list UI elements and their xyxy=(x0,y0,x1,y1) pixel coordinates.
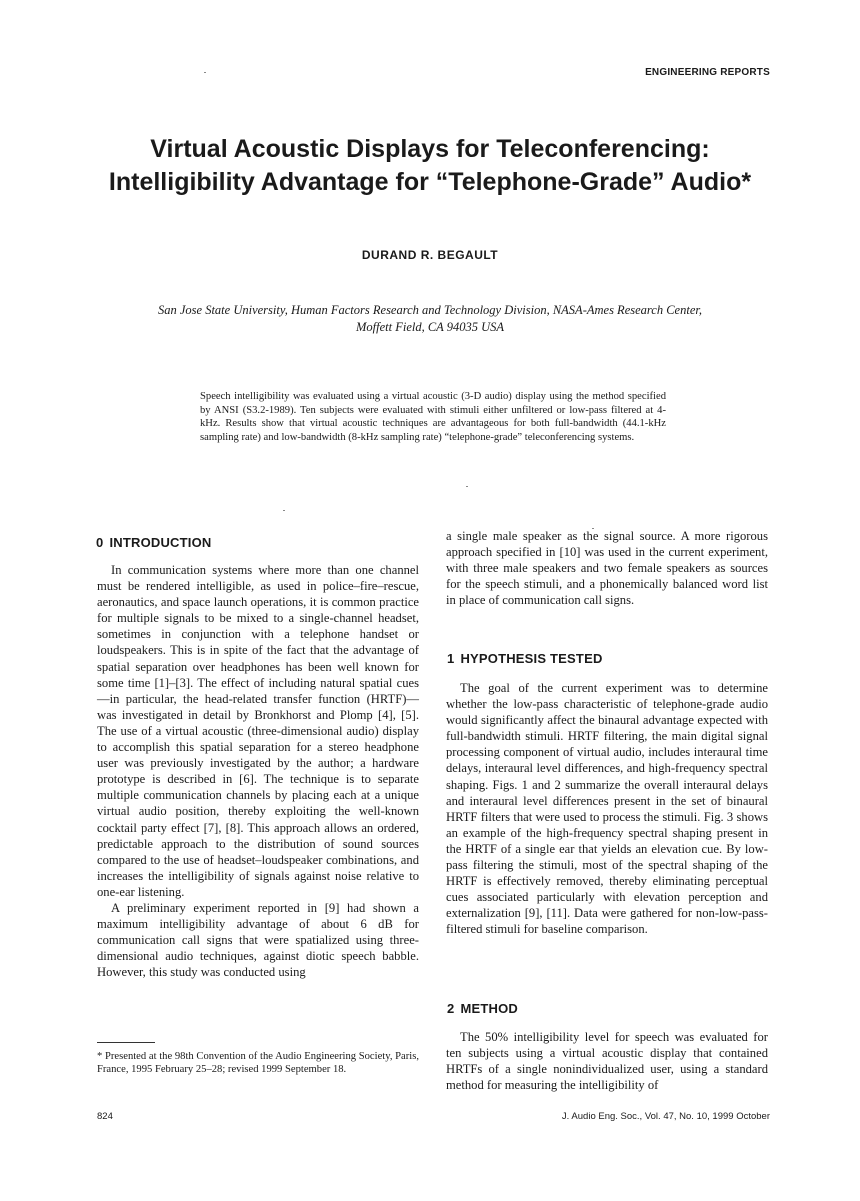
paragraph: The goal of the current experiment was to determine whether the low-pass characteristic of telephone-grade audio would significantly affect the binaural advantage expected with full-bandwidth stimuli. HRTF filtering, the main digital signal processing component of virtual audio, includes interaural time delays, interaural level differences, and high-frequency spectral shaping. Figs. 1 and 2 summarize the overall interaural delays and interaural level differences present in the set of binaural HRTF filters that were used to process the stimuli. Fig. 3 shows an example of the high-frequency spectral shaping present in the HRTF of a single ear that yields an elevation cue. By low-pass filtering the stimuli, most of the spectral shaping of the HRTF is effectively removed, thereby eliminating perceptual cues associated particularly with elevation perception and externalization [9], [11]. Data were gathered for non-low-pass-filtered stimuli for baseline comparison. xyxy=(446,681,768,937)
section-heading-introduction xyxy=(96,535,212,550)
title-line-2: Intelligibility Advantage for “Telephone-Grade” Audio* xyxy=(108,168,752,196)
paragraph: The 50% intelligibility level for speech was evaluated for ten subjects using a virtual acoustic display that contained HRTFs of a single nonindividualized user, using a standard method for measuring the intelligibility of xyxy=(446,1030,768,1093)
affiliation-line-1: San Jose State University, Human Factors Research and Technology Division, NASA-Ames Research Center, xyxy=(157,303,702,317)
running-head: ENGINEERING REPORTS xyxy=(645,67,770,78)
hypothesis-body xyxy=(446,680,768,938)
journal-reference: J. Audio Eng. Soc., Vol. 47, No. 10, 1999 October xyxy=(561,1111,770,1122)
section-title: HYPOTHESIS TESTED xyxy=(460,651,603,666)
section-title: INTRODUCTION xyxy=(109,535,212,550)
paragraph: In communication systems where more than one channel must be rendered intelligible, as used in police–fire–rescue, aeronautics, and space launch operations, it is common practice for multiple signals to be mixed to a single-channel headset, sometimes in conjunction with a telephone handset or loudspeakers. This is in spite of the fact that the advantage of spatial separation over headphones has been well known for some time [1]–[3]. The effect of including natural spatial cues—in particular, the head-related transfer function (HRTF)—was investigated in detail by Bronkhorst and Plomp [4], [5]. The use of a virtual acoustic (three-dimensional audio) display to accomplish this spatial separation for a stereo headphone user was previously investigated by the author; a hardware prototype is described in [6]. The technique is to separate multiple communication channels by placing each at a unique virtual audio position, thereby exploiting the well-known cocktail party effect [7], [8]. This approach allows an ordered, predictable approach to the distribution of sound sources compared to the use of headset–loudspeaker combinations, and increases the intelligibility of signals against noise relative to one-ear listening. xyxy=(97,563,419,899)
title-line-1: Virtual Acoustic Displays for Teleconferencing: xyxy=(150,135,710,163)
left-column-body xyxy=(97,562,419,980)
right-column-continuation xyxy=(446,528,768,608)
footnote: * Presented at the 98th Convention of the Audio Engineering Society, Paris, France, 1995 February 25–28; revised 1999 September 18. xyxy=(97,1051,419,1075)
paper-title xyxy=(60,133,800,199)
section-title: METHOD xyxy=(460,1001,518,1016)
method-body xyxy=(446,1029,768,1093)
section-heading-method xyxy=(447,1001,518,1016)
scan-speck xyxy=(204,72,206,73)
paragraph: a single male speaker as the signal source. A more rigorous approach specified in [10] was used in the current experiment, with three male speakers and two female speakers as sources for the speech stimuli, and a phonemically balanced word list in place of communication call signs. xyxy=(446,529,768,608)
author-name: DURAND R. BEGAULT xyxy=(361,248,499,262)
footnote-divider xyxy=(97,1042,155,1043)
scan-speck xyxy=(592,528,594,529)
section-number: 0 xyxy=(96,535,104,550)
page-number: 824 xyxy=(97,1111,113,1122)
scan-speck xyxy=(283,510,285,511)
paragraph: A preliminary experiment reported in [9] had shown a maximum intelligibility advantage of about 6 dB for communication call signs that were spatialized using three-dimensional audio techniques, against diotic speech babble. However, this study was conducted using xyxy=(97,900,419,980)
affiliation-line-2: Moffett Field, CA 94035 USA xyxy=(355,320,505,334)
section-number: 2 xyxy=(447,1001,455,1016)
scan-speck xyxy=(466,486,468,487)
section-heading-hypothesis xyxy=(447,651,603,666)
author-affiliation xyxy=(80,302,780,336)
abstract: Speech intelligibility was evaluated using a virtual acoustic (3-D audio) display using the method specified by ANSI (S3.2-1989). Ten subjects were evaluated with stimuli either unfiltered or low-pass filtered at 4-kHz. Results show that virtual acoustic techniques are advantageous for both full-bandwidth (44.1-kHz sampling rate) and low-bandwidth (8-kHz sampling rate) “telephone-grade” teleconferencing systems. xyxy=(200,391,666,443)
section-number: 1 xyxy=(447,651,455,666)
